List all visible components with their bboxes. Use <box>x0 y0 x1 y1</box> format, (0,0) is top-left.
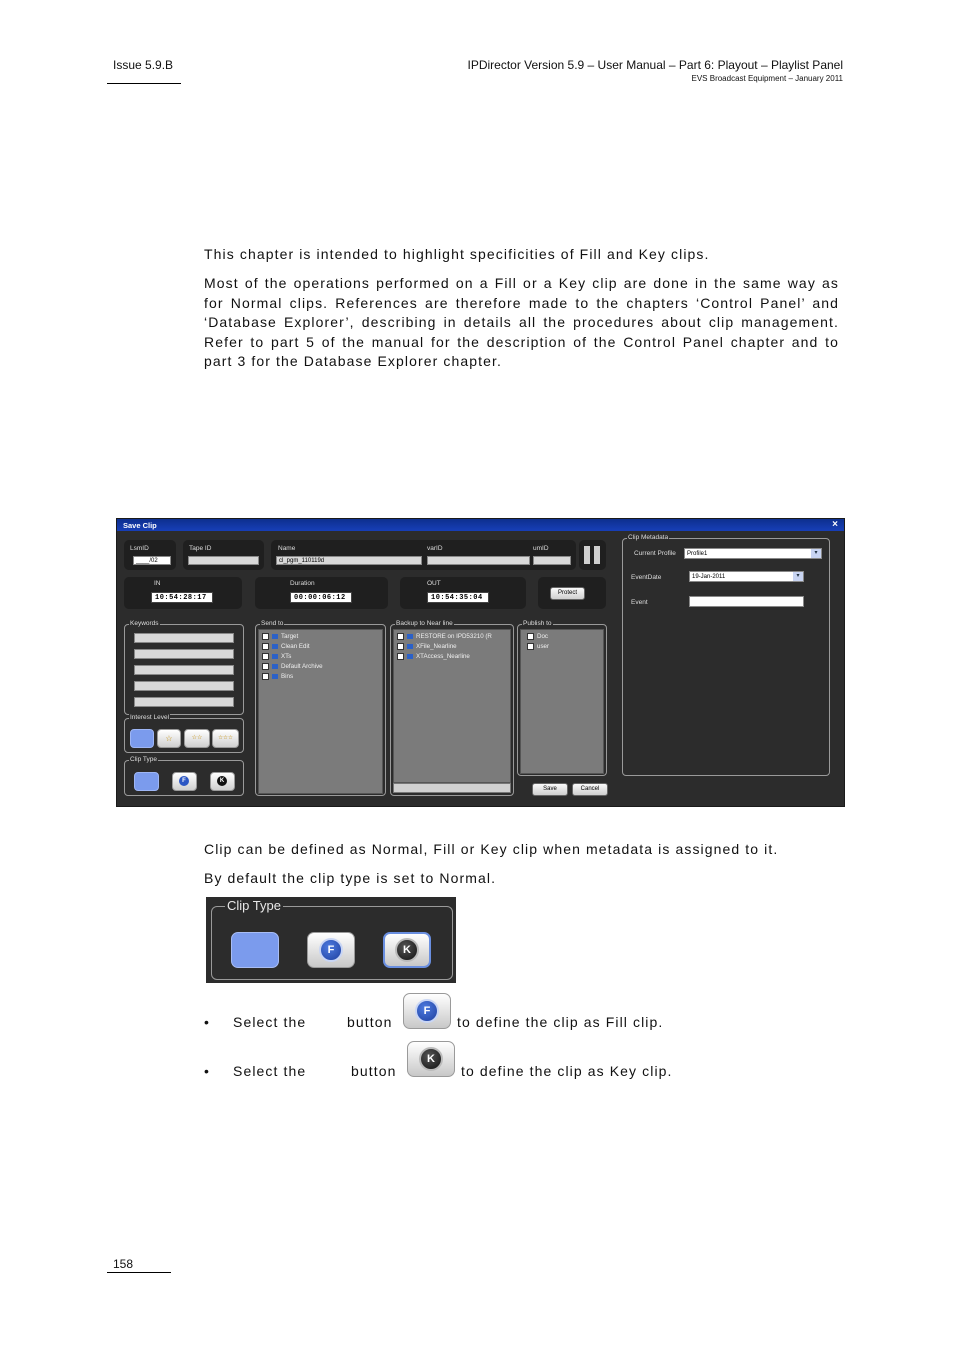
interest-2-star-button[interactable]: ☆☆ <box>184 729 210 748</box>
close-icon[interactable]: × <box>832 519 838 530</box>
tapeid-box <box>183 540 264 570</box>
folder-icon <box>407 644 413 649</box>
fill-button-inline[interactable] <box>403 993 451 1029</box>
fill-icon: F <box>319 938 343 962</box>
publish-item[interactable]: user <box>527 643 549 650</box>
bullet-fill-text-2: button <box>347 1014 393 1030</box>
lsmid-field[interactable]: ____/02 <box>133 556 171 565</box>
in-label: IN <box>154 580 161 587</box>
protect-box <box>538 577 606 609</box>
tapeid-label: Tape ID <box>189 545 212 552</box>
header-rule <box>107 83 181 84</box>
pause-icon-bar <box>594 546 600 564</box>
keyword-field[interactable] <box>134 681 234 691</box>
send-to-list[interactable] <box>258 629 383 794</box>
protect-button[interactable]: Protect <box>550 587 585 600</box>
key-icon: K <box>419 1047 443 1071</box>
keywords-label: Keywords <box>130 620 159 627</box>
clip-type-group-mini <box>124 756 244 796</box>
send-to-item[interactable]: Bins <box>262 673 293 680</box>
bullet-key-text-2: button <box>351 1063 397 1079</box>
publish-list[interactable] <box>520 629 604 774</box>
backup-item[interactable]: XTAccess_Nearline <box>397 653 470 660</box>
clip-type-label: Clip Type <box>227 898 281 913</box>
fill-clip-button-mini[interactable] <box>172 772 197 791</box>
umid-label: umID <box>533 545 549 552</box>
document-subtitle: EVS Broadcast Equipment – January 2011 <box>691 74 843 83</box>
fill-icon-mini: F <box>179 776 189 786</box>
key-button-inline[interactable] <box>407 1041 455 1077</box>
chevron-down-icon[interactable]: ▾ <box>811 549 821 558</box>
pause-icon[interactable] <box>584 546 590 564</box>
backup-group <box>390 620 514 796</box>
document-title: IPDirector Version 5.9 – User Manual – Part 6: Playout – Playlist Panel <box>467 58 843 72</box>
bullet-key-text-3: to define the clip as Key clip. <box>461 1063 673 1079</box>
folder-icon <box>272 674 278 679</box>
interest-none-button[interactable] <box>130 729 154 748</box>
page-number: 158 <box>113 1257 134 1271</box>
intro-paragraph-1: This chapter is intended to highlight specificities of Fill and Key clips. <box>204 246 710 262</box>
event-field[interactable] <box>689 596 804 607</box>
clip-metadata-label: Clip Metadata <box>628 534 669 541</box>
keywords-group <box>124 620 244 715</box>
clip-type-label-mini: Clip Type <box>130 756 157 763</box>
send-to-label: Send to <box>261 620 284 627</box>
key-icon: K <box>395 938 419 962</box>
event-label: Event <box>631 599 648 606</box>
folder-icon <box>272 644 278 649</box>
clip-metadata-group <box>622 534 830 776</box>
tapeid-field[interactable] <box>188 556 259 565</box>
send-to-group <box>255 620 386 796</box>
lsmid-box <box>124 540 176 570</box>
folder-icon <box>407 634 413 639</box>
body-paragraph-1: Clip can be defined as Normal, Fill or Key clip when metadata is assigned to it. <box>204 841 779 857</box>
interest-level-label: Interest Level <box>130 714 170 721</box>
interest-1-star-button[interactable]: ☆ <box>157 729 181 748</box>
name-field[interactable]: cl_pgm_110119d <box>276 556 422 565</box>
key-clip-button-mini[interactable] <box>210 772 235 791</box>
send-to-item[interactable]: Default Archive <box>262 663 323 670</box>
name-label: Name <box>278 545 296 552</box>
send-to-item[interactable]: Target <box>262 633 298 640</box>
current-profile-label: Current Profile <box>634 550 676 557</box>
issue-label: Issue 5.9.B <box>113 58 174 72</box>
in-box <box>124 577 242 609</box>
lsmid-label: LsmID <box>130 545 149 552</box>
bullet-fill: • <box>204 1014 211 1030</box>
folder-icon <box>272 654 278 659</box>
duration-box <box>255 577 388 609</box>
normal-clip-button[interactable] <box>231 932 279 968</box>
chevron-down-icon[interactable]: ▾ <box>793 572 803 581</box>
bullet-fill-text-1: Select the <box>233 1014 307 1030</box>
publish-group <box>517 620 607 776</box>
backup-list[interactable] <box>393 629 511 783</box>
publish-label: Publish to <box>523 620 552 627</box>
duration-label: Duration <box>290 580 315 587</box>
out-timecode[interactable]: 10:54:35:04 <box>427 592 489 603</box>
fill-icon: F <box>415 999 439 1023</box>
dialog-titlebar <box>117 519 844 531</box>
fill-clip-button[interactable] <box>307 932 355 968</box>
intro-paragraph-2: Most of the operations performed on a Fill or a Key clip are done in the same way as for Normal clips. References are therefore made to the chapters ‘Control Panel’ and ‘Database Explorer’, describing in details all the procedures about clip management. Refer to part 5 of the manual for the description of the Control Panel chapter and to part 3 for the Database Explorer chapter. <box>204 275 839 369</box>
key-clip-button[interactable] <box>383 932 431 968</box>
varid-field[interactable] <box>427 556 530 565</box>
event-date-field[interactable]: 19-Jan-2011 <box>689 571 804 582</box>
publish-item[interactable]: Doc <box>527 633 548 640</box>
bullet-fill-text-3: to define the clip as Fill clip. <box>457 1014 664 1030</box>
out-label: OUT <box>427 580 441 587</box>
interest-level-group <box>124 714 244 753</box>
folder-icon <box>407 654 413 659</box>
save-clip-dialog <box>116 518 845 807</box>
in-timecode[interactable]: 10:54:28:17 <box>151 592 213 603</box>
horizontal-scrollbar[interactable] <box>393 783 511 793</box>
folder-icon <box>272 634 278 639</box>
send-to-item[interactable]: Clean Edit <box>262 643 310 650</box>
backup-label: Backup to Near line <box>396 620 453 627</box>
send-to-item[interactable]: XTs <box>262 653 291 660</box>
event-date-label: EventDate <box>631 574 662 581</box>
backup-item[interactable]: RESTORE on IPD53210 (R <box>397 633 492 640</box>
cancel-button[interactable]: Cancel <box>572 783 608 796</box>
out-box <box>400 577 526 609</box>
keyword-field[interactable] <box>134 649 234 659</box>
save-button[interactable]: Save <box>532 783 568 796</box>
keyword-field[interactable] <box>134 633 234 643</box>
keyword-field[interactable] <box>134 697 234 707</box>
current-profile-select[interactable]: Profile1 <box>684 548 822 559</box>
keyword-field[interactable] <box>134 665 234 675</box>
duration-timecode[interactable]: 00:00:06:12 <box>290 592 352 603</box>
interest-3-star-button[interactable]: ☆☆☆ <box>212 729 239 748</box>
pause-box <box>579 540 606 570</box>
body-paragraph-2: By default the clip type is set to Normal. <box>204 870 497 886</box>
umid-field[interactable] <box>533 556 571 565</box>
bullet-key: • <box>204 1063 211 1079</box>
key-icon-mini: K <box>217 776 227 786</box>
folder-icon <box>272 664 278 669</box>
bullet-key-text-1: Select the <box>233 1063 307 1079</box>
dialog-title: Save Clip <box>123 521 157 530</box>
normal-clip-button-mini[interactable] <box>134 772 159 791</box>
backup-item[interactable]: XFile_Nearline <box>397 643 457 650</box>
varid-label: varID <box>427 545 443 552</box>
footer-rule <box>107 1272 171 1273</box>
clip-type-panel <box>206 897 456 983</box>
name-box <box>271 540 576 570</box>
